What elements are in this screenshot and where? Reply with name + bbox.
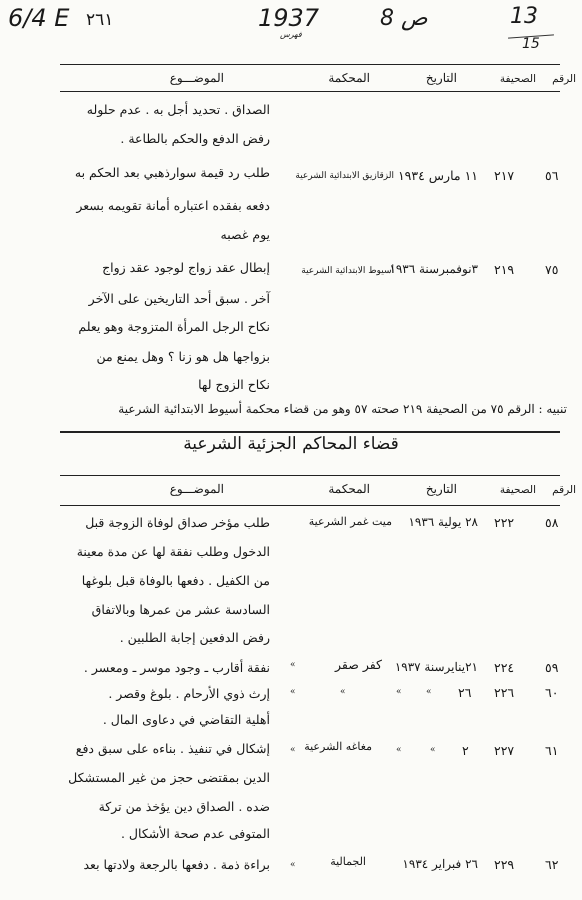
entry-subject-line: رفض الدفعين إجابة الطلبين . — [119, 630, 270, 645]
entry-number: ٥٩ — [545, 660, 559, 675]
entry-subject-line: دفعه بفقده اعتباره أمانة تقويمه بسعر — [76, 198, 270, 213]
entry-subject-line: براءة ذمة . دفعها بالرجعة ولادتها بعد — [83, 857, 270, 872]
header2-bottom-rule — [60, 505, 560, 506]
ditto-mark: « — [430, 745, 436, 755]
entry-subject-line: الدين بمقتضى حجز من غير المستشكل — [68, 770, 270, 785]
header2-subject: الموضـــوع — [169, 482, 224, 496]
entry-page: ٢٢٤ — [494, 660, 515, 675]
header2-court: المحكمة — [328, 482, 370, 496]
section-title: قضاء المحاكم الجزئية الشرعية — [183, 434, 399, 454]
header2-page: الصحيفة — [499, 484, 536, 496]
handwritten-index-label: فهرس — [280, 30, 302, 39]
header1-top-rule — [60, 64, 560, 65]
entry-subject-line: إرث ذوي الأرحام . بلوغ وقصر . — [108, 686, 270, 701]
ditto-mark: « — [290, 687, 296, 697]
entry-number: ٥٨ — [545, 515, 559, 530]
entry-number: ٧٥ — [545, 262, 559, 277]
entry-number: ٦١ — [545, 743, 559, 758]
entry-subject-line: نكاح الزوج لها — [198, 377, 270, 392]
entry-date: ٢٦ — [458, 685, 472, 700]
continued-line-1: الصداق . تحديد أجل به . عدم حلوله — [86, 102, 270, 117]
ditto-mark: « — [290, 860, 296, 870]
entry-subject-line: آخر . سبق أحد التاريخين على الآخر — [88, 291, 270, 306]
entry-date: ٢٨ يولية ١٩٣٦ — [408, 515, 478, 529]
entry-page: ٢٢٦ — [494, 685, 515, 700]
entry-subject-line: ضده . الصداق دين يؤخذ من تركة — [98, 799, 270, 814]
ditto-mark: « — [396, 745, 402, 755]
correction-note: تنبيه : الرقم ٧٥ من الصحيفة ٢١٩ صحته ٥٧ وهو من قضاء محكمة أسيوط الابتدائية الشرعية — [118, 402, 567, 416]
entry-subject-line: من الكفيل . دفعها بالوفاة قبل بلوغها — [81, 573, 270, 588]
entry-date: ٢٦ فبراير ١٩٣٤ — [402, 857, 478, 871]
entry-number: ٥٦ — [545, 168, 559, 183]
entry-page: ٢٢٧ — [494, 743, 515, 758]
entry-page: ٢٢٢ — [494, 515, 515, 530]
entry-subject-line: نفقة أقارب ـ وجود موسر ـ ومعسر . — [83, 660, 270, 675]
ditto-mark: « — [290, 745, 296, 755]
entry-number: ٦٠ — [545, 685, 559, 700]
entry-page: ٢٢٩ — [494, 857, 515, 872]
entry-court: أسيوط الابتدائية الشرعية — [301, 266, 394, 276]
entry-number: ٦٢ — [545, 857, 559, 872]
ditto-mark: « — [290, 660, 296, 670]
header1-subject: الموضـــوع — [169, 71, 224, 85]
handwritten-year: 1937 — [258, 4, 320, 32]
continued-line-2: رفض الدفع والحكم بالطاعة . — [120, 131, 270, 146]
entry-court: الزقازيق الابتدائية الشرعية — [295, 171, 394, 181]
handwritten-ref-left: 6/4 E — [8, 4, 70, 32]
handwritten-number-15: 15 — [522, 36, 540, 52]
header1-court: المحكمة — [328, 71, 370, 85]
ditto-mark: « — [340, 687, 346, 697]
entry-subject-line: يوم غصبه — [220, 227, 270, 242]
entry-date: ١١ مارس ١٩٣٤ — [397, 168, 478, 183]
entry-court: الجمالية — [330, 855, 366, 868]
entry-court: كفر صقر — [335, 657, 382, 672]
entry-subject-line: الدخول وطلب نفقة لها عن مدة معينة — [76, 544, 270, 559]
header1-bottom-rule — [60, 91, 560, 92]
handwritten-number-13: 13 — [510, 4, 538, 29]
entry-page: ٢١٩ — [494, 262, 515, 277]
entry-court: ميت غمر الشرعية — [308, 515, 392, 528]
entry-date: ٣نوفمبرسنة ١٩٣٦ — [389, 262, 478, 276]
printed-page-number: ٢٦١ — [86, 10, 114, 30]
header1-page: الصحيفة — [499, 73, 536, 85]
ditto-mark: « — [426, 687, 432, 697]
entry-date: ٢ — [462, 743, 469, 758]
entry-subject-line: طلب مؤخر صداق لوفاة الزوجة قبل — [85, 515, 270, 530]
entry-subject-line: السادسة عشر من عمرها وبالاتفاق — [91, 602, 270, 617]
header2-date: التاريخ — [425, 482, 457, 496]
entry-subject-line: المتوفى عدم صحة الأشكال . — [120, 826, 270, 841]
entry-subject-line: طلب رد قيمة سوارذهبي بعد الحكم به — [74, 165, 270, 180]
entry-page: ٢١٧ — [494, 168, 515, 183]
section-divider — [60, 431, 560, 433]
header2-num: الرقم — [552, 484, 576, 496]
entry-court: مغاغه الشرعية — [304, 740, 372, 753]
header1-date: التاريخ — [425, 71, 457, 85]
entry-subject-line: أهلية التقاضي في دعاوى المال . — [102, 712, 270, 727]
entry-subject-line: نكاح الرجل المرأة المتزوجة وهو يعلم — [78, 319, 270, 334]
entry-date: ٢١ينايرسنة ١٩٣٧ — [394, 660, 478, 674]
entry-subject-line: إبطال عقد زواج لوجود عقد زواج — [102, 260, 270, 275]
header2-top-rule — [60, 475, 560, 476]
entry-subject-line: بزواجها هل هو زنا ؟ وهل يمنع من — [96, 349, 270, 364]
ditto-mark: « — [396, 687, 402, 697]
handwritten-page-ref: ص 8 — [380, 6, 428, 31]
entry-subject-line: إشكال في تنفيذ . بناءه على سبق دفع — [75, 741, 270, 756]
header1-num: الرقم — [552, 73, 576, 85]
